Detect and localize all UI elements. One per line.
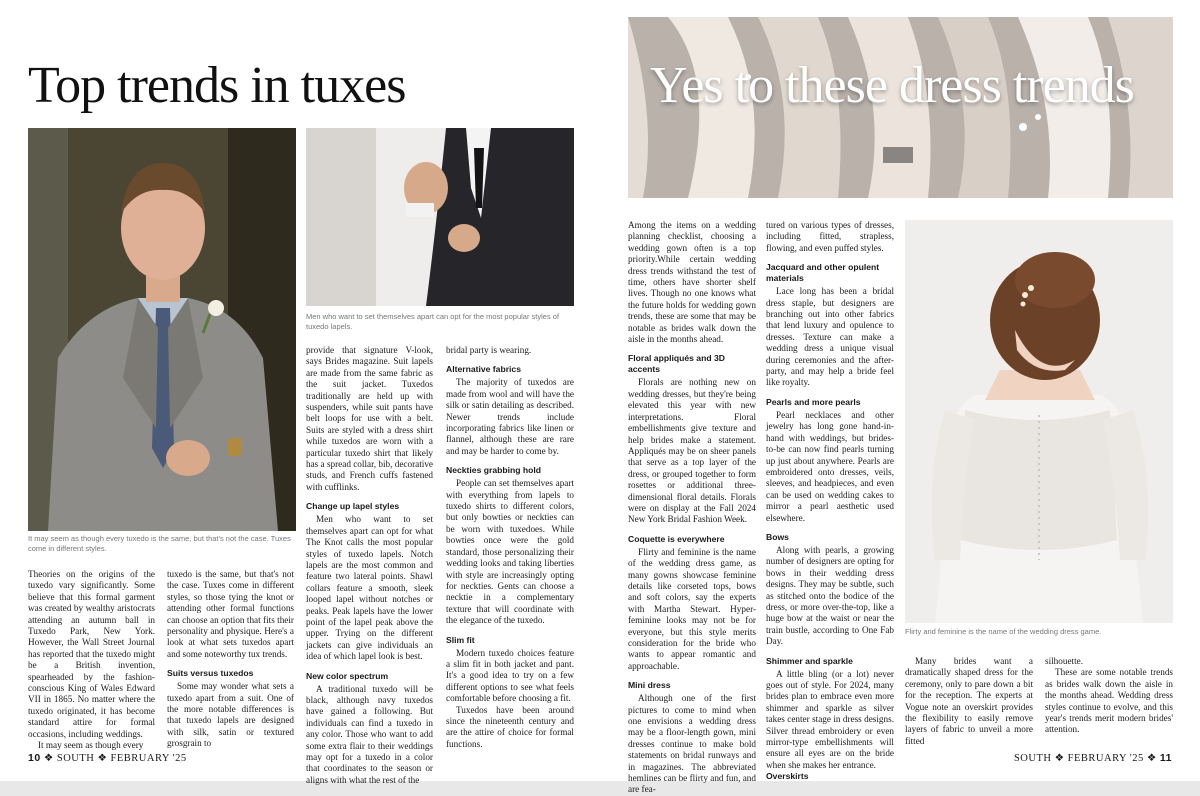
page-title: Yes to these dress trends [650,57,1134,114]
subhead: Alternative fabrics [446,364,521,375]
subhead: Coquette is everywhere [628,533,725,544]
paragraph: Pearl necklaces and other jewelry has long gone hand-in-hand with weddings, but brides-to-be can now find pearls turning up just about anywhere. Pearls are embroidered onto dresses, veils, sleeves, and headpieces, and even can be used on wedding cakes to mirror a pearl aesthetic used elsewhere. [766,409,894,523]
page-title: Top trends in tuxes [28,57,406,114]
cufflink-photo [306,128,574,306]
page-number: 11 [1159,752,1172,764]
paragraph: tured on various types of dresses, including fitted, strapless, flowing, and even puffed styles. [766,220,894,253]
page-number: 10 [28,752,41,764]
column-1 [628,220,756,796]
column-2 [167,569,294,750]
subhead: Shimmer and sparkle [766,655,853,666]
subhead: Pearls and more pearls [766,396,861,407]
paragraph: These are some notable trends as brides walk down the aisle in the months ahead. Wedding dress styles continue to evolve, and this year's trends merit modern brides' attention. [1045,667,1173,735]
column-2 [766,220,894,784]
paragraph: Men who want to set themselves apart can opt for what The Knot calls the most popular styles of tuxedo lapels. Notch lapels are the most common and feature two lateral points. Shawl collars feature a smooth, sleek looped lapel without notches or peaks. Peak lapels have the lower point of the lapel peak above the upper. Trying on the different jackets can give individuals an idea of which lapel look is best. [306,514,433,662]
column-3 [306,345,433,786]
column-4 [446,345,574,750]
subhead: Suits versus tuxedos [167,668,254,679]
paragraph: Florals are nothing new on wedding dresses, but they're being elevated this year with new interpretations. Floral embellishments give texture and help brides make a statement. Appliqués may be on sheer panels that serve as a top layer of the dress, or grouped together to form rosettes or additional three-dimensional floral details. Florals were on display at the Fall 2024 New York Bridal Fashion Week. [628,377,756,525]
cufflink-illustration [306,128,574,306]
paragraph: The majority of tuxedos are made from wool and will have the silk or satin detailing as described. Newer trends include incorporating fabrics like linen or flannel, although these are rare and may be harder to come by. [446,377,574,456]
bride-photo [905,220,1173,623]
issue-date: FEBRUARY '25 [110,753,187,764]
paragraph: Flirty and feminine is the name of the wedding dress game, as many gowns showcase feminine details like corseted tops, bows and soft colors, say the experts with Martha Stewart. Hyper-feminine looks may not be for everyone, but this style merits consideration for the bride who wants to appear romantic and approachable. [628,546,756,671]
paragraph: tuxedo is the same, but that's not the case. Tuxes come in different styles, so those tying the knot or attending other formal functions can choose an option that fits their personality and physique. Here's a look at what sets tuxedos apart and some noteworthy tux trends. [167,569,294,659]
subhead: New color spectrum [306,670,389,681]
issue-date: FEBRUARY '25 [1067,753,1144,764]
left-page [0,0,600,785]
groom-illustration [28,128,296,531]
paragraph: Many brides want a dramatically shaped dress for the ceremony, only to pare down a bit for the reception. The experts at Vogue note an overskirt provides the flexibility to easily remove layers of fabric to unveil a more fitted [905,656,1033,746]
groom-caption: It may seem as though every tuxedo is the same, but that's not the case. Tuxes come in different styles. [28,534,291,553]
subhead: Floral appliqués and 3D accents [628,353,725,375]
column-4 [1045,656,1173,736]
bride-illustration [905,220,1173,623]
bride-caption: Flirty and feminine is the name of the wedding dress game. [905,627,1102,636]
subhead: Neckties grabbing hold [446,465,542,476]
paragraph: People can set themselves apart with everything from lapels to tuxedo shirts to different colors, but only bowties or neckties can be worn with tuxedoes. While bowties once were the gold standard, those personalizing their wedding looks and taking liberties with style are increasingly opting for neckties. Gents can choose a necktie in a complementary texture that will coordinate with the elegance of the tuxedo. [446,478,574,626]
paragraph: A traditional tuxedo will be black, although navy tuxedos have gained a following. But individuals can find a tuxedo in any color. Those who want to add some extra flair to their weddings may opt for a tuxedo in a color that coordinates to the season or aligns with what the rest of the [306,683,433,785]
folio-right [1014,752,1172,764]
paragraph: Along with pearls, a growing number of designers are opting for bows in their wedding dress designs. They may be subtle, such as stitched onto the bodice of the dress, or more over-the-top, like a huge bow at the waist or near the train bustle, according to One Fab Day. [766,544,894,647]
paragraph: A little bling (or a lot) never goes out of style. For 2024, many brides plan to embrace even more shimmer and sparkle as silver takes center stage in dress designs. Silver thread embroidery or even mirror-type embellishments will ensure all eyes are on the bride when she makes her entrance. [766,668,894,770]
ornament: ❖ [1146,753,1157,764]
ornament: ❖ [1054,753,1065,764]
column-3 [905,656,1033,747]
ornament: ❖ [97,753,108,764]
paragraph: silhouette. [1045,656,1084,666]
paragraph: bridal party is wearing. [446,345,532,355]
subhead: Slim fit [446,634,475,645]
paragraph: Modern tuxedo choices feature a slim fit in both jacket and pant. It's a good idea to try on a few different options to see what feels comfortable before choosing a fit. [446,647,574,704]
paragraph: Tuxedos have been around since the nineteenth century and are the attire of choice for formal functions. [446,704,574,749]
paragraph: It may seem as though every [38,740,144,751]
folio-left [28,752,187,764]
ornament: ❖ [43,753,54,764]
right-page [600,0,1200,795]
publication-name: SOUTH [1013,753,1052,764]
subhead: Mini dress [628,680,671,691]
paragraph: Although one of the first pictures to come to mind when one envisions a wedding dress may be a floor-length gown, mini dresses continue to make bold statements on bridal runways and in magazines. The abbreviated hemlines can be flirty and fun, and are fea- [628,693,756,795]
subhead: Change up lapel styles [306,501,400,512]
subhead: Jacquard and other opulent materials [766,262,880,284]
groom-photo [28,128,296,531]
paragraph: Lace long has been a bridal dress staple, but designers are branching out into other fabrics that lend luxury and opulence to dresses. Texture can make a wedding dress a unique visual during ceremonies and the after-party, and may help a bride feel like royalty. [766,286,894,388]
subhead: Overskirts [766,771,809,782]
subhead: Bows [766,531,789,542]
cufflink-caption: Men who want to set themselves apart can opt for the most popular styles of tuxedo lapels. [306,312,560,331]
paragraph: provide that signature V-look, says Brides magazine. Suit lapels are made from the same fabric as the suit jacket. Tuxedos traditionally are held up with suspenders, while suit pants have belt loops for use with a belt. Suits are styled with a dress shirt while tuxedos are worn with a particular tuxedo shirt that likely has a spread collar, bib, decorative studs, and French cuffs fastened with cufflinks. [306,345,433,492]
publication-name: SOUTH [56,753,95,764]
paragraph: Among the items on a wedding planning checklist, choosing a wedding gown often is a top priority.While certain wedding dress trends withstand the test of time, others have shorter shelf lives. Though no one knows what the future holds for wedding gown trends, these are some that may be notable as brides walk down the aisle in the months ahead. [628,220,756,345]
paragraph: Some may wonder what sets a tuxedo apart from a suit. One of the more notable differences is that tuxedo lapels are designed with silk, satin or textured grosgrain to [167,681,294,749]
paragraph: Theories on the origins of the tuxedo vary significantly. Some believe that this formal garment was created by wealthy aristocrats attending an autumn ball in Tuxedo Park, New York. However, the Wall Street Journal has reported that the tuxedo might be a British invention, spearheaded by the fashion-conscious King of Wales Edward VII in 1865. No matter where the tuxedo originated, it has become standard attire for formal occasions, including weddings. [28,569,155,739]
column-1 [28,569,155,752]
